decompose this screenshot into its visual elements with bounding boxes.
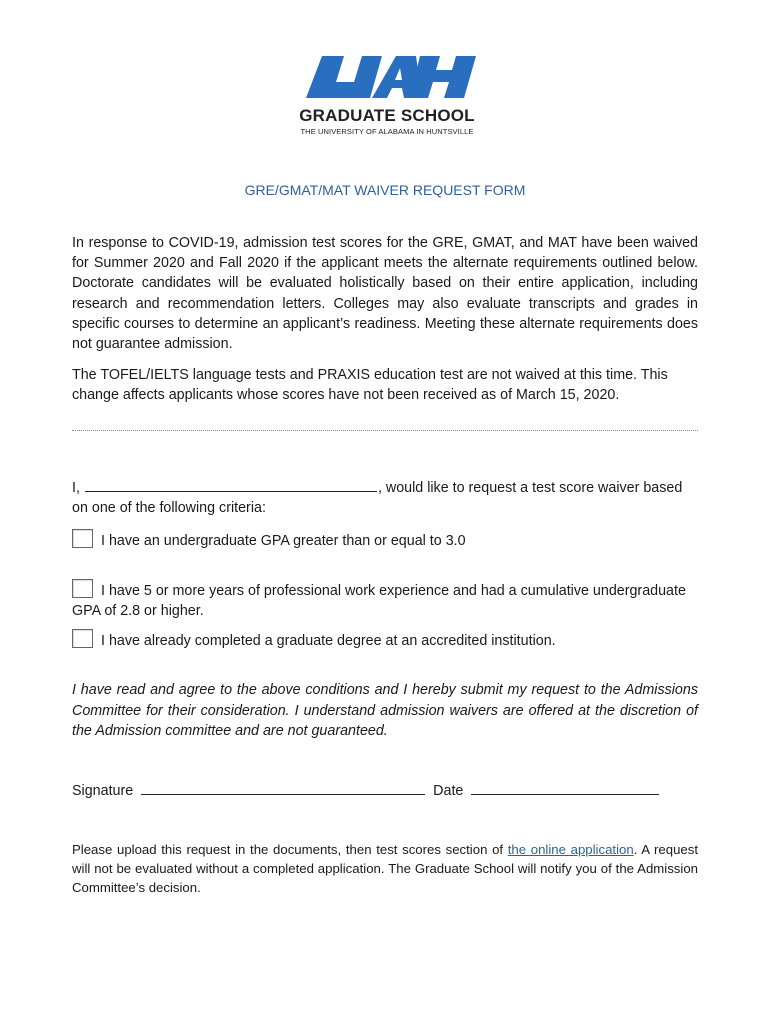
- criteria-option-experience: [72, 579, 698, 621]
- form-title: GRE/GMAT/MAT WAIVER REQUEST FORM: [244, 182, 526, 198]
- signature-label: Signature: [72, 783, 134, 799]
- section-divider: [72, 430, 698, 431]
- criteria-option-graduate-degree: [72, 629, 698, 651]
- request-suffix: , would like to request a test score waiver based on one of the following criteria:: [72, 480, 683, 517]
- online-application-link[interactable]: the online application: [507, 842, 634, 857]
- university-name: THE UNIVERSITY OF ALABAMA IN HUNTSVILLE: [300, 127, 474, 136]
- intro-paragraph: In response to COVID-19, admission test scores for the GRE, GMAT, and MAT have been waived for Summer 2020 and Fall 2020 if the applicant meets the alternate requirements outlined below. Doctorate candidates will be evaluated holistically based on their entire application, including research and recommendation letters. Colleges may also evaluate transcripts and grades in specific courses to determine an applicant’s readiness. Meeting these alternate requirements does not guarantee admission.: [72, 235, 698, 353]
- applicant-name-field[interactable]: [85, 478, 377, 492]
- uah-logo-icon: [292, 52, 482, 106]
- request-statement: [72, 478, 698, 518]
- request-prefix: I,: [72, 480, 80, 496]
- upload-instructions: [72, 840, 698, 897]
- gpa-checkbox[interactable]: [72, 529, 93, 548]
- agreement-statement: I have read and agree to the above conditions and I hereby submit my request to the Admissions Committee for their consideration. I understand admission waivers are offered at the discretion of the Admission committee and are not guaranteed.: [72, 682, 698, 739]
- graduate-degree-checkbox[interactable]: [72, 629, 93, 648]
- graduate-school-heading: GRADUATE SCHOOL: [299, 106, 475, 125]
- uah-logo: [292, 52, 482, 136]
- criteria-option-label: I have already completed a graduate degree at an accredited institution.: [101, 633, 556, 649]
- criteria-option-gpa: [72, 529, 698, 551]
- date-field[interactable]: [471, 781, 659, 795]
- signature-row: [72, 781, 698, 801]
- upload-text-before: Please upload this request in the documents, then test scores section of: [72, 842, 508, 857]
- criteria-option-label: I have an undergraduate GPA greater than or equal to 3.0: [101, 533, 466, 549]
- upload-text-after: . A request will not be evaluated without a completed application. The Graduate School will notify you of the Admission Committee’s decision.: [72, 842, 698, 895]
- signature-field[interactable]: [141, 781, 425, 795]
- date-label: Date: [433, 783, 464, 799]
- language-test-paragraph: The TOFEL/IELTS language tests and PRAXIS education test are not waived at this time. This change affects applicants whose scores have not been received as of March 15, 2020.: [72, 367, 668, 404]
- experience-checkbox[interactable]: [72, 579, 93, 598]
- criteria-option-label: I have 5 or more years of professional work experience and had a cumulative undergraduate GPA of 2.8 or higher.: [72, 583, 686, 620]
